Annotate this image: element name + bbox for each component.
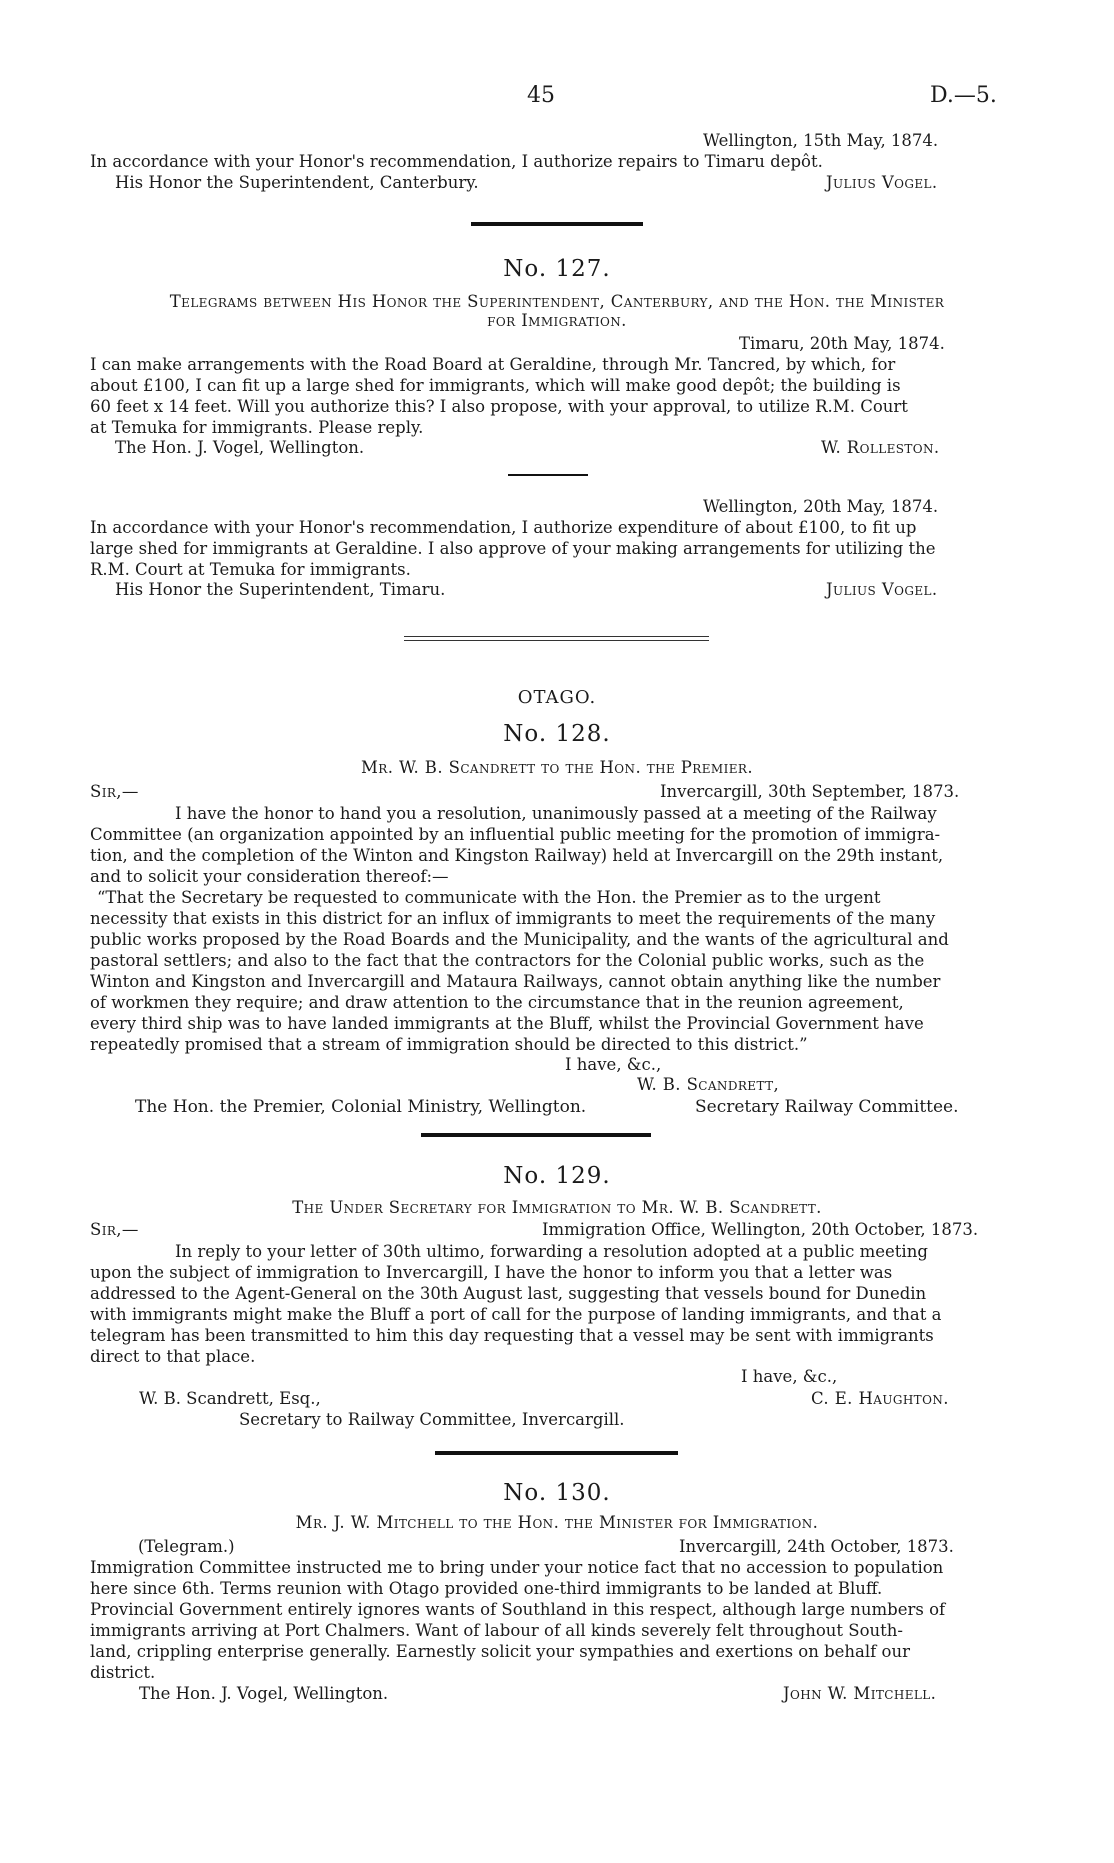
- l2-signature: W. Rolleston.: [821, 438, 940, 457]
- s129-addressee-2: Secretary to Railway Committee, Invercargill.: [239, 1410, 625, 1429]
- s128-body-line: repeatedly promised that a stream of immigration should be directed to this district.”: [90, 1035, 808, 1054]
- l2-body-line: I can make arrangements with the Road Board at Geraldine, through Mr. Tancred, by which, for: [90, 355, 896, 374]
- l3-body-line: In accordance with your Honor's recommendation, I authorize expenditure of about £100, to fit up: [90, 518, 917, 537]
- l2-body-line: at Temuka for immigrants. Please reply.: [90, 418, 424, 437]
- s130-body-line: immigrants arriving at Port Chalmers. Want of labour of all kinds severely felt throughout South-: [90, 1621, 903, 1640]
- s129-body-line: upon the subject of immigration to Invercargill, I have the honor to inform you that a letter was: [90, 1263, 893, 1282]
- s129-body-line: direct to that place.: [90, 1347, 256, 1366]
- s128-addressee: The Hon. the Premier, Colonial Ministry, Wellington.: [135, 1097, 587, 1117]
- s128-body-line: “That the Secretary be requested to communicate with the Hon. the Premier as to the urgent: [97, 888, 881, 907]
- section-divider: [421, 1133, 651, 1137]
- s130-title: Mr. J. W. Mitchell to the Hon. the Minister for Immigration.: [295, 1513, 819, 1532]
- s130-dateline: Invercargill, 24th October, 1873.: [679, 1537, 954, 1556]
- s128-signature-title: Secretary Railway Committee.: [695, 1097, 959, 1117]
- s128-body-line: every third ship was to have landed immigrants at the Bluff, whilst the Provincial Government have: [90, 1014, 924, 1033]
- s129-body-line: with immigrants might make the Bluff a port of call for the purpose of landing immigrants, and that a: [90, 1305, 942, 1324]
- s128-body-line: Committee (an organization appointed by an influential public meeting for the promotion of immigra-: [90, 825, 941, 844]
- document-code: D.—5.: [930, 83, 997, 108]
- l3-addressee: His Honor the Superintendent, Timaru.: [115, 580, 446, 599]
- s129-body-line: addressed to the Agent-General on the 30th August last, suggesting that vessels bound for Dunedin: [90, 1284, 927, 1303]
- s129-closing: I have, &c.,: [741, 1367, 838, 1386]
- letter-divider: [508, 474, 588, 476]
- s128-body-line: necessity that exists in this district for an influx of immigrants to meet the requirements of the many: [90, 909, 936, 928]
- s129-body-line: In reply to your letter of 30th ultimo, forwarding a resolution adopted at a public meeting: [175, 1242, 928, 1261]
- s130-body-line: here since 6th. Terms reunion with Otago provided one-third immigrants to be landed at Bluff.: [90, 1579, 883, 1598]
- s128-body-line: tion, and the completion of the Winton and Kingston Railway) held at Invercargill on the 29th instant,: [90, 846, 944, 865]
- s128-body-line: pastoral settlers; and also to the fact that the contractors for the Colonial public works, such as the: [90, 951, 925, 970]
- s130-signature: John W. Mitchell.: [783, 1684, 937, 1703]
- s128-body-line: of workmen they require; and draw attention to the circumstance that in the reunion agreement,: [90, 993, 904, 1012]
- s129-addressee-1: W. B. Scandrett, Esq.,: [139, 1389, 321, 1408]
- s128-closing: I have, &c.,: [565, 1055, 662, 1074]
- s127-title-1: Telegrams between His Honor the Superintendent, Canterbury, and the Hon. the Minister: [169, 292, 945, 311]
- s129-salutation: Sir,—: [90, 1220, 139, 1239]
- s130-body-line: Immigration Committee instructed me to bring under your notice fact that no accession to population: [90, 1558, 944, 1577]
- s130-telegram-label: (Telegram.): [138, 1537, 235, 1556]
- l2-body-line: 60 feet x 14 feet. Will you authorize this? I also propose, with your approval, to utilize R.M. Court: [90, 397, 908, 416]
- l1-addressee: His Honor the Superintendent, Canterbury.: [115, 173, 479, 192]
- l3-body-line: large shed for immigrants at Geraldine. I also approve of your making arrangements for utilizing the: [90, 539, 936, 558]
- s129-dateline: Immigration Office, Wellington, 20th October, 1873.: [542, 1220, 979, 1239]
- s128-body-line: I have the honor to hand you a resolution, unanimously passed at a meeting of the Railway: [175, 804, 937, 823]
- l1-body-line: In accordance with your Honor's recommendation, I authorize repairs to Timaru depôt.: [90, 152, 823, 171]
- s129-title: The Under Secretary for Immigration to Mr. W. B. Scandrett.: [292, 1198, 822, 1217]
- s128-dateline: Invercargill, 30th September, 1873.: [660, 782, 960, 801]
- s130-number: No. 130.: [503, 1480, 611, 1506]
- section-divider: [435, 1451, 678, 1455]
- l1-dateline: Wellington, 15th May, 1874.: [703, 131, 939, 150]
- l2-dateline: Timaru, 20th May, 1874.: [739, 334, 945, 353]
- s128-signature: W. B. Scandrett,: [637, 1075, 780, 1094]
- s130-body-line: land, crippling enterprise generally. Earnestly solicit your sympathies and exertions on behalf our: [90, 1642, 910, 1661]
- s127-title-2: for Immigration.: [487, 311, 627, 330]
- page-number: 45: [527, 83, 555, 108]
- l1-signature: Julius Vogel.: [826, 173, 938, 192]
- s130-body-line: Provincial Government entirely ignores wants of Southland in this respect, although large numbers of: [90, 1600, 946, 1619]
- l2-addressee: The Hon. J. Vogel, Wellington.: [115, 438, 365, 457]
- l3-dateline: Wellington, 20th May, 1874.: [703, 497, 939, 516]
- s129-signature: C. E. Haughton.: [811, 1389, 949, 1408]
- s128-salutation: Sir,—: [90, 782, 139, 801]
- l3-body-line: R.M. Court at Temuka for immigrants.: [90, 560, 411, 579]
- s130-addressee: The Hon. J. Vogel, Wellington.: [139, 1684, 389, 1703]
- s128-number: No. 128.: [503, 721, 611, 747]
- s129-body-line: telegram has been transmitted to him this day requesting that a vessel may be sent with immigrants: [90, 1326, 934, 1345]
- s130-body-line: district.: [90, 1663, 156, 1682]
- double-rule: [404, 636, 709, 641]
- s127-number: No. 127.: [503, 256, 611, 282]
- s129-number: No. 129.: [503, 1163, 611, 1189]
- section-divider: [471, 222, 643, 226]
- s128-body-line: public works proposed by the Road Boards and the Municipality, and the wants of the agricultural and: [90, 930, 949, 949]
- s128-title: Mr. W. B. Scandrett to the Hon. the Premier.: [361, 758, 753, 777]
- l2-body-line: about £100, I can fit up a large shed for immigrants, which will make good depôt; the building is: [90, 376, 901, 395]
- s128-body-line: Winton and Kingston and Invercargill and Mataura Railways, cannot obtain anything like the number: [90, 972, 941, 991]
- province-heading: OTAGO.: [517, 687, 597, 708]
- s128-body-line: and to solicit your consideration thereof:—: [90, 867, 449, 886]
- l3-signature: Julius Vogel.: [826, 580, 938, 599]
